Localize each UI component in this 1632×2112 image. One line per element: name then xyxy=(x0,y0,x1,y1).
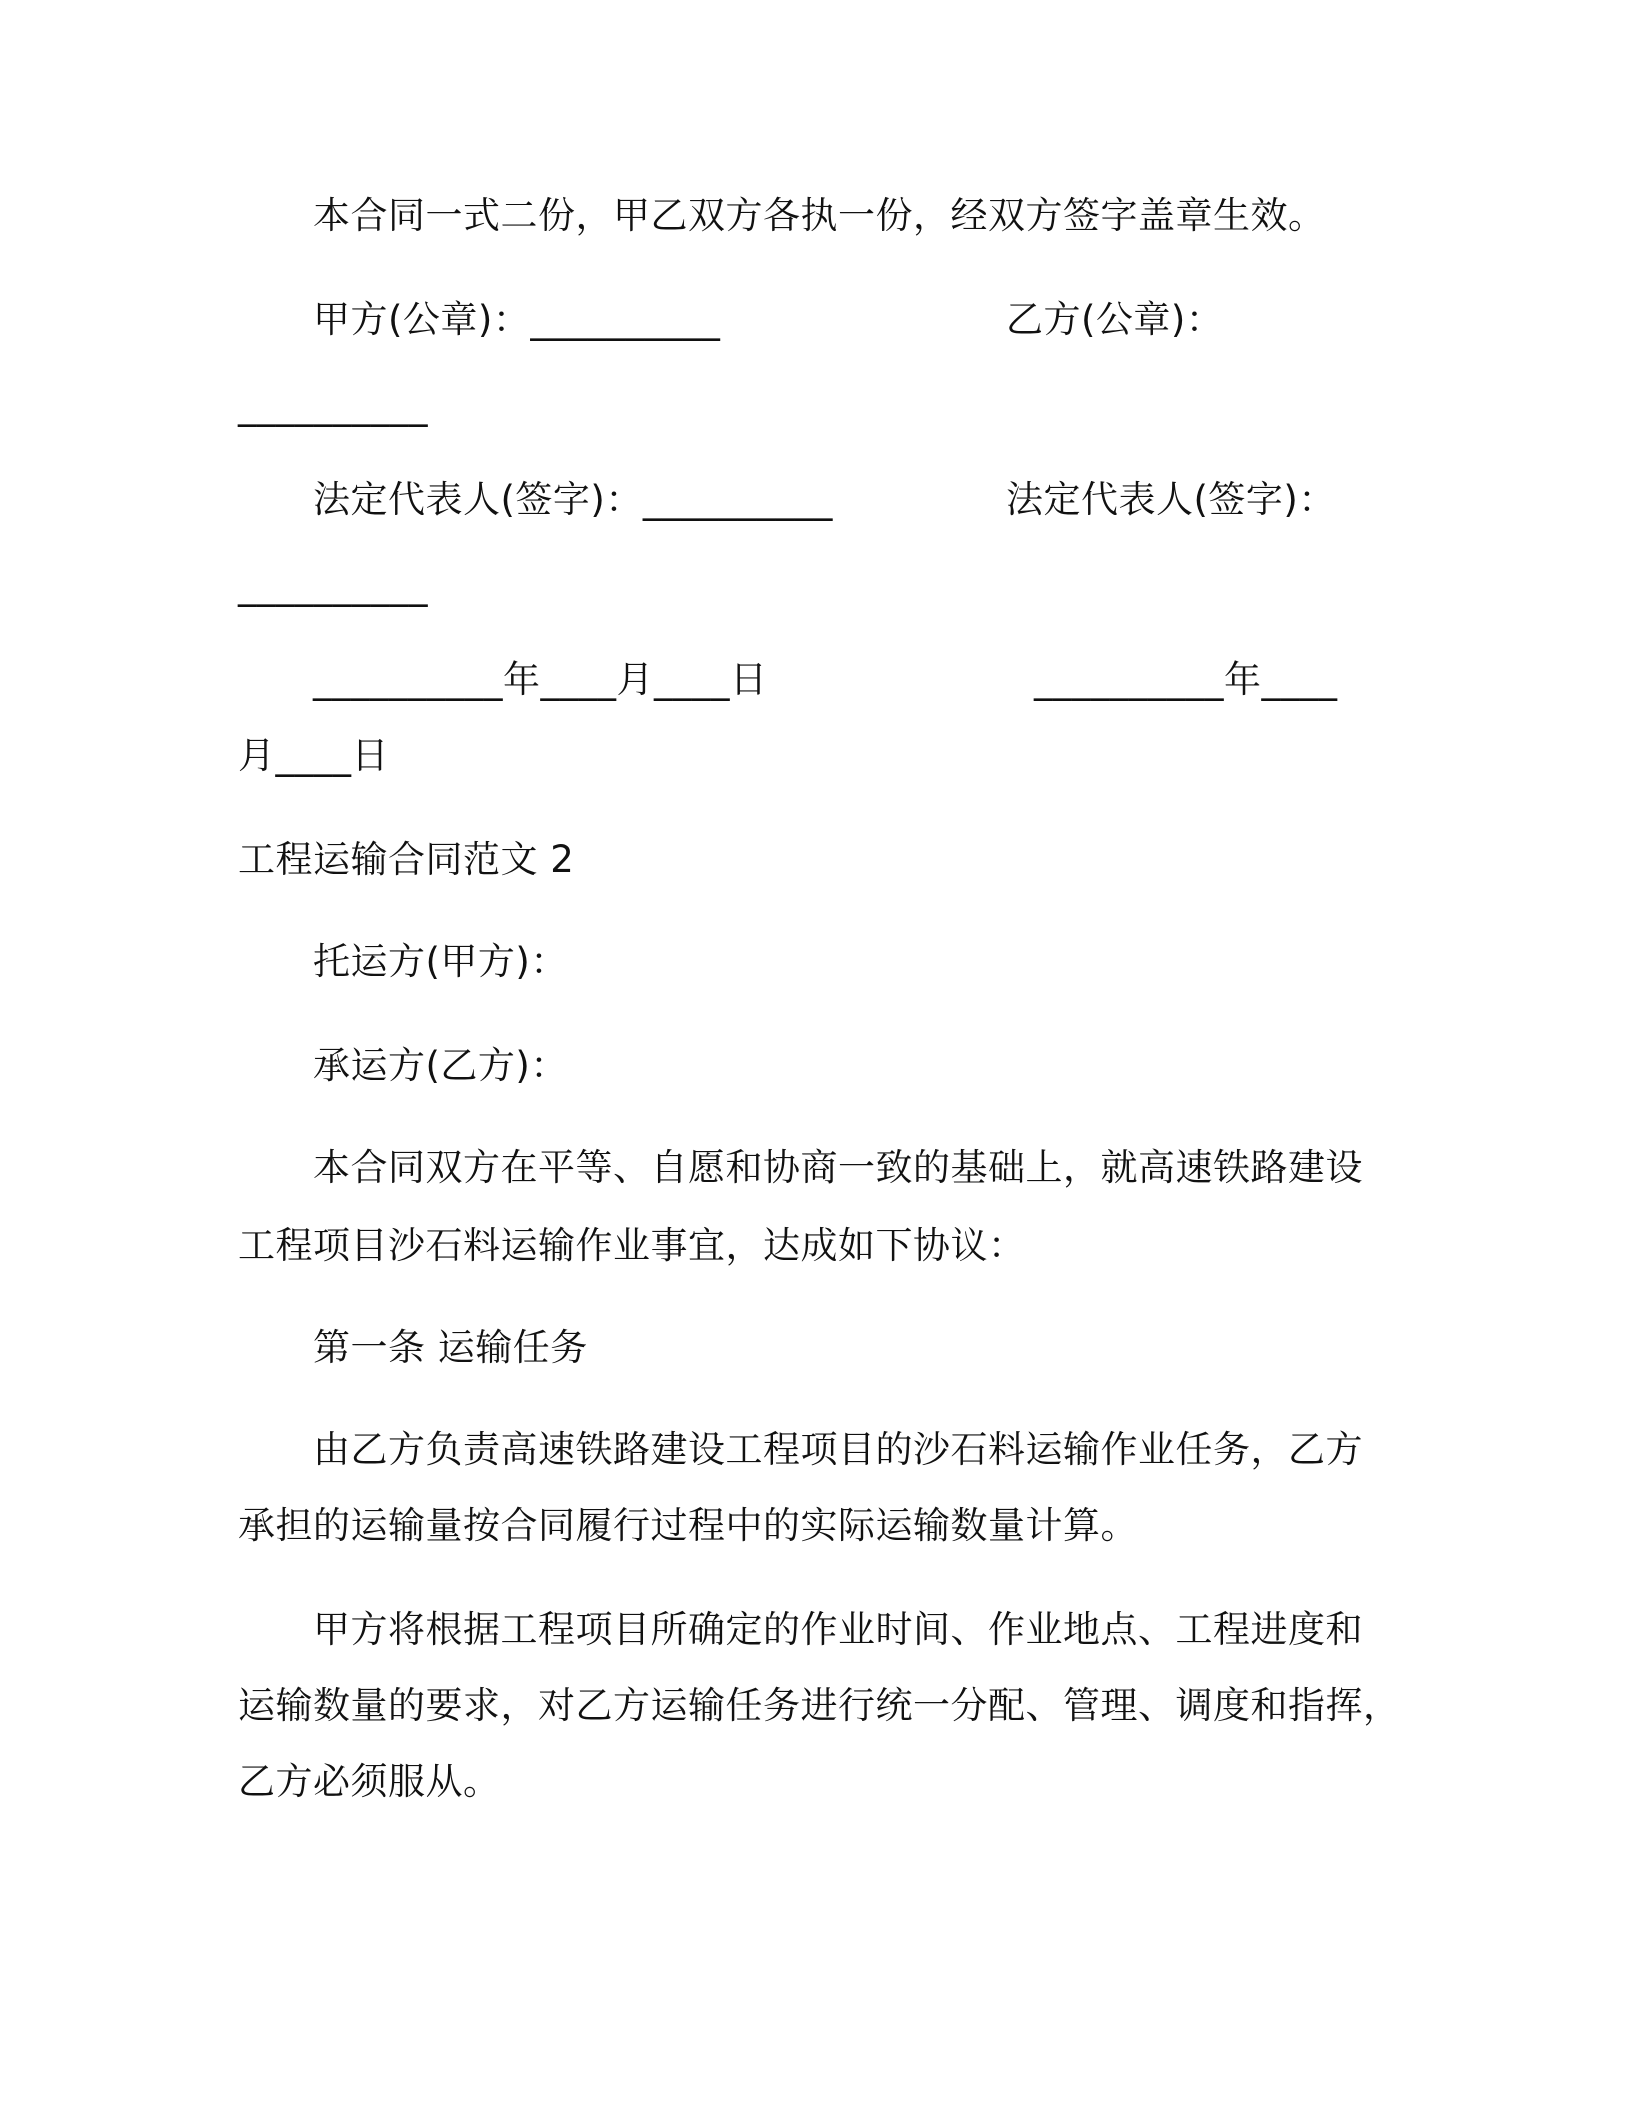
article-1-heading: 第一条 运输任务 xyxy=(313,1326,588,1369)
intro-line-2: 工程项目沙石料运输作业事宜，达成如下协议： xyxy=(238,1224,1026,1267)
article-1-p1-line-2: 承担的运输量按合同履行过程中的实际运输数量计算。 xyxy=(238,1504,1138,1547)
article-1-p2-line-2: 运输数量的要求，对乙方运输任务进行统一分配、管理、调度和指挥， xyxy=(238,1684,1401,1727)
intro-line-1: 本合同双方在平等、自愿和协商一致的基础上，就高速铁路建设 xyxy=(313,1146,1363,1189)
party-b-rep-blank: __________ xyxy=(238,564,428,607)
party-b-rep-label: 法定代表人(签字)： xyxy=(1006,478,1336,521)
party-b-date-line-end: 月____日 xyxy=(238,734,389,777)
article-1-p2-line-1: 甲方将根据工程项目所确定的作业时间、作业地点、工程进度和 xyxy=(313,1608,1363,1651)
closing-paragraph: 本合同一式二份，甲乙双方各执一份，经双方签字盖章生效。 xyxy=(313,194,1326,237)
article-1-p2-line-3: 乙方必须服从。 xyxy=(238,1760,501,1803)
party-b-seal-label: 乙方(公章)： xyxy=(1006,298,1224,341)
section-title: 工程运输合同范文 2 xyxy=(238,838,575,881)
party-a-seal-line: 甲方(公章)：__________ xyxy=(313,298,721,341)
party-a-rep-line: 法定代表人(签字)：__________ xyxy=(313,478,833,521)
party-a-date-line: __________年____月____日 xyxy=(313,658,768,701)
article-1-p1-line-1: 由乙方负责高速铁路建设工程项目的沙石料运输作业任务，乙方 xyxy=(313,1428,1363,1471)
party-b-seal-blank: __________ xyxy=(238,384,428,427)
carrier-label: 承运方(乙方)： xyxy=(313,1044,568,1087)
shipper-label: 托运方(甲方)： xyxy=(313,940,568,983)
party-b-date-line-start: __________年____ xyxy=(1034,658,1338,701)
